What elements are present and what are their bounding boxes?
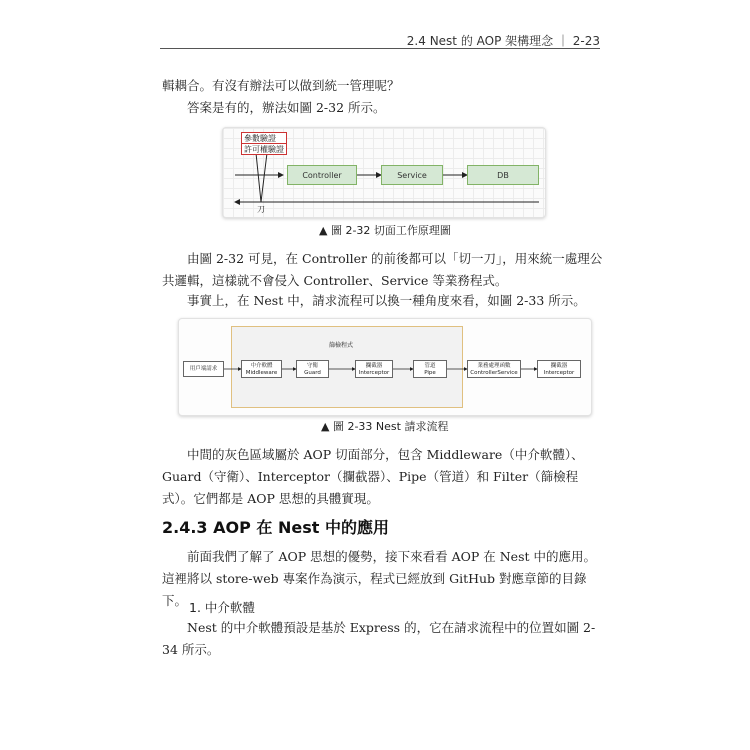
- figure-2-33: [178, 318, 592, 416]
- section-title: 2.4.3 AOP 在 Nest 中的應用: [162, 518, 389, 537]
- node-pipe: 管道 Pipe: [413, 360, 447, 378]
- knife-label: 刀: [257, 205, 265, 214]
- paragraph-7: Nest 的中介軟體預設是基於 Express 的，它在請求流程中的位置如圖 2-34 所示。: [162, 620, 596, 657]
- node-db: DB: [467, 165, 539, 185]
- aop-region-label: 篩檢程式: [329, 342, 354, 349]
- paragraph-1: 輯耦合。有沒有辦法可以做到統一管理呢？: [162, 78, 400, 93]
- running-header: 2.4 Nest 的 AOP 架構理念 ｜ 2-23: [406, 34, 600, 48]
- node-controller-service: 業務處理函數 ControllerService: [467, 360, 521, 378]
- figure-2-32-caption: ▲ 圖 2-32 切面工作原理圖: [319, 224, 451, 237]
- node-service: Service: [381, 165, 443, 185]
- subsection-title: 1. 中介軟體: [189, 600, 255, 615]
- paragraph-3: 由圖 2-32 可見，在 Controller 的前後都可以「切一刀」，用來統一處理公共邏輯，這樣就不會侵入 Controller、Service 等業務程式。: [162, 251, 603, 288]
- figure-2-32: [222, 127, 546, 218]
- paragraph-6: 前面我們了解了 AOP 思想的優勢，接下來看看 AOP 在 Nest 中的應用。這裡將以 store-web 專案作為演示，程式已經放到 GitHub 對應章節的目錄下。: [162, 549, 596, 608]
- knife-cut-mark: [256, 153, 267, 202]
- node-interceptor-before: 攔截器 Interceptor: [355, 360, 393, 378]
- paragraph-5: 中間的灰色區域屬於 AOP 切面部分，包含 Middleware（中介軟體）、Guard（守衛）、Interceptor（攔截器）、Pipe（管道）和 Filter（篩檢程式）。它們都是 AOP 思想的具體實現。: [162, 447, 584, 506]
- header-rule: [160, 48, 600, 49]
- paragraph-2: 答案是有的，辦法如圖 2-32 所示。: [187, 100, 386, 115]
- node-controller: Controller: [287, 165, 357, 185]
- node-guard: 守衛 Guard: [296, 360, 329, 378]
- node-middleware: 中介軟體 Middleware: [241, 360, 282, 378]
- paragraph-4: 事實上，在 Nest 中，請求流程可以換一種角度來看，如圖 2-33 所示。: [187, 293, 586, 308]
- tag-param-validation: 參數驗證: [241, 132, 287, 144]
- tag-permission-validation: 許可權驗證: [241, 143, 287, 155]
- node-interceptor-after: 攔截器 Interceptor: [537, 360, 581, 378]
- node-client-request: 用戶端請求: [183, 361, 224, 377]
- figure-2-33-caption: ▲ 圖 2-33 Nest 請求流程: [321, 420, 449, 433]
